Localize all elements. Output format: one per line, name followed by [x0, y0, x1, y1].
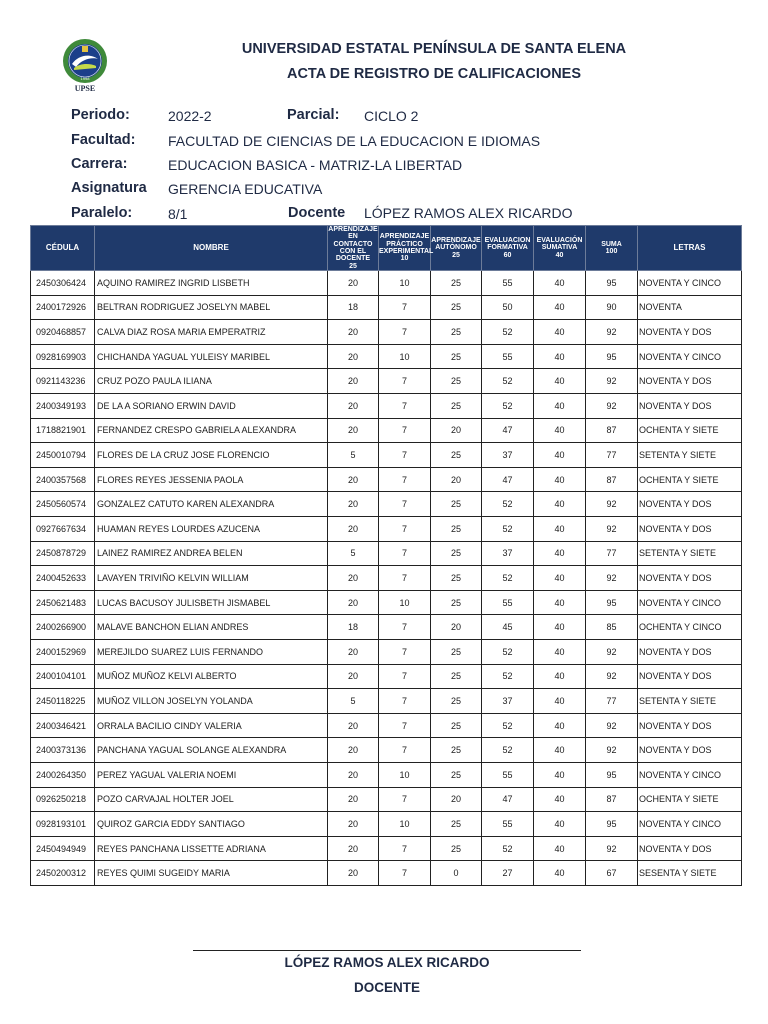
upse-logo: [56, 37, 114, 93]
nombre-cell: MALAVE BANCHON ELIAN ANDRES: [95, 615, 328, 640]
suma-cell: 85: [586, 615, 638, 640]
contacto-cell: 5: [328, 689, 379, 714]
practico-cell: 7: [379, 615, 431, 640]
parcial-value: CICLO 2: [364, 108, 419, 124]
letras-cell: SETENTA Y SIETE: [638, 689, 742, 714]
cedula-cell: 0926250218: [31, 787, 95, 812]
cedula-cell: 2400172926: [31, 295, 95, 320]
nombre-cell: MEREJILDO SUAREZ LUIS FERNANDO: [95, 639, 328, 664]
nombre-cell: GONZALEZ CATUTO KAREN ALEXANDRA: [95, 492, 328, 517]
sumativa-cell: 40: [534, 271, 586, 296]
header-practico: APRENDIZAJE PRÁCTICO EXPERIMENTAL 10: [379, 226, 431, 271]
contacto-cell: 20: [328, 836, 379, 861]
contacto-cell: 20: [328, 812, 379, 837]
header-suma: SUMA 100: [586, 226, 638, 271]
suma-cell: 95: [586, 344, 638, 369]
table-row: [31, 861, 742, 886]
table-row: [31, 295, 742, 320]
formativa-cell: 45: [482, 615, 534, 640]
contacto-cell: 5: [328, 541, 379, 566]
cedula-cell: 2400357568: [31, 467, 95, 492]
letras-cell: OCHENTA Y SIETE: [638, 467, 742, 492]
practico-cell: 7: [379, 320, 431, 345]
formativa-cell: 47: [482, 467, 534, 492]
table-row: [31, 566, 742, 591]
nombre-cell: REYES PANCHANA LISSETTE ADRIANA: [95, 836, 328, 861]
practico-cell: 7: [379, 664, 431, 689]
practico-cell: 7: [379, 566, 431, 591]
cedula-cell: 2450560574: [31, 492, 95, 517]
suma-cell: 92: [586, 639, 638, 664]
practico-cell: 7: [379, 689, 431, 714]
formativa-cell: 50: [482, 295, 534, 320]
practico-cell: 7: [379, 836, 431, 861]
contacto-cell: 20: [328, 467, 379, 492]
svg-text:1998: 1998: [80, 76, 90, 81]
autonomo-cell: 25: [431, 738, 482, 763]
cedula-cell: 2450494949: [31, 836, 95, 861]
paralelo-value: 8/1: [168, 206, 188, 222]
suma-cell: 77: [586, 541, 638, 566]
nombre-cell: DE LA A SORIANO ERWIN DAVID: [95, 394, 328, 419]
sumativa-cell: 40: [534, 566, 586, 591]
svg-text:UPSE: UPSE: [74, 84, 96, 93]
letras-cell: NOVENTA Y DOS: [638, 566, 742, 591]
practico-cell: 7: [379, 517, 431, 542]
table-row: [31, 689, 742, 714]
table-row: [31, 344, 742, 369]
autonomo-cell: 25: [431, 836, 482, 861]
nombre-cell: PEREZ YAGUAL VALERIA NOEMI: [95, 762, 328, 787]
cedula-cell: 2450200312: [31, 861, 95, 886]
formativa-cell: 52: [482, 517, 534, 542]
table-row: [31, 812, 742, 837]
autonomo-cell: 20: [431, 467, 482, 492]
table-row: [31, 664, 742, 689]
suma-cell: 92: [586, 369, 638, 394]
contacto-cell: 20: [328, 639, 379, 664]
sumativa-cell: 40: [534, 344, 586, 369]
letras-cell: NOVENTA Y DOS: [638, 664, 742, 689]
formativa-cell: 37: [482, 689, 534, 714]
suma-cell: 92: [586, 320, 638, 345]
practico-cell: 10: [379, 762, 431, 787]
letras-cell: NOVENTA Y DOS: [638, 394, 742, 419]
letras-cell: NOVENTA Y DOS: [638, 320, 742, 345]
grades-table: [30, 225, 742, 886]
table-row: [31, 271, 742, 296]
nombre-cell: PANCHANA YAGUAL SOLANGE ALEXANDRA: [95, 738, 328, 763]
autonomo-cell: 25: [431, 590, 482, 615]
autonomo-cell: 25: [431, 394, 482, 419]
contacto-cell: 20: [328, 590, 379, 615]
cedula-cell: 1718821901: [31, 418, 95, 443]
table-row: [31, 320, 742, 345]
header-letras: LETRAS: [638, 226, 742, 271]
contacto-cell: 20: [328, 517, 379, 542]
table-row: [31, 492, 742, 517]
autonomo-cell: 25: [431, 369, 482, 394]
sumativa-cell: 40: [534, 418, 586, 443]
suma-cell: 95: [586, 762, 638, 787]
suma-cell: 92: [586, 517, 638, 542]
letras-cell: NOVENTA Y CINCO: [638, 590, 742, 615]
formativa-cell: 52: [482, 320, 534, 345]
formativa-cell: 52: [482, 566, 534, 591]
contacto-cell: 20: [328, 787, 379, 812]
contacto-cell: 20: [328, 344, 379, 369]
practico-cell: 7: [379, 639, 431, 664]
letras-cell: NOVENTA Y DOS: [638, 369, 742, 394]
nombre-cell: MUÑOZ VILLON JOSELYN YOLANDA: [95, 689, 328, 714]
practico-cell: 7: [379, 467, 431, 492]
sumativa-cell: 40: [534, 295, 586, 320]
letras-cell: NOVENTA: [638, 295, 742, 320]
table-header-row: [31, 226, 742, 271]
nombre-cell: REYES QUIMI SUGEIDY MARIA: [95, 861, 328, 886]
practico-cell: 7: [379, 713, 431, 738]
autonomo-cell: 20: [431, 418, 482, 443]
formativa-cell: 52: [482, 369, 534, 394]
sumativa-cell: 40: [534, 836, 586, 861]
cedula-cell: 2400152969: [31, 639, 95, 664]
sumativa-cell: 40: [534, 394, 586, 419]
formativa-cell: 52: [482, 836, 534, 861]
contacto-cell: 20: [328, 713, 379, 738]
practico-cell: 10: [379, 344, 431, 369]
suma-cell: 77: [586, 689, 638, 714]
practico-cell: 10: [379, 590, 431, 615]
practico-cell: 7: [379, 295, 431, 320]
formativa-cell: 47: [482, 787, 534, 812]
signature-role: DOCENTE: [353, 980, 420, 995]
practico-cell: 7: [379, 492, 431, 517]
table-row: [31, 590, 742, 615]
nombre-cell: BELTRAN RODRIGUEZ JOSELYN MABEL: [95, 295, 328, 320]
suma-cell: 95: [586, 590, 638, 615]
nombre-cell: MUÑOZ MUÑOZ KELVI ALBERTO: [95, 664, 328, 689]
contacto-cell: 20: [328, 418, 379, 443]
suma-cell: 92: [586, 738, 638, 763]
sumativa-cell: 40: [534, 713, 586, 738]
contacto-cell: 20: [328, 369, 379, 394]
header-nombre: NOMBRE: [95, 226, 328, 271]
autonomo-cell: 25: [431, 443, 482, 468]
letras-cell: SETENTA Y SIETE: [638, 541, 742, 566]
autonomo-cell: 25: [431, 541, 482, 566]
suma-cell: 92: [586, 394, 638, 419]
contacto-cell: 20: [328, 271, 379, 296]
letras-cell: NOVENTA Y DOS: [638, 713, 742, 738]
header-contacto: APRENDIZAJE EN CONTACTO CON EL DOCENTE 25: [328, 226, 378, 270]
autonomo-cell: 25: [431, 713, 482, 738]
sumativa-cell: 40: [534, 541, 586, 566]
autonomo-cell: 25: [431, 664, 482, 689]
suma-cell: 92: [586, 492, 638, 517]
sumativa-cell: 40: [534, 517, 586, 542]
cedula-cell: 0920468857: [31, 320, 95, 345]
cedula-cell: 2400104101: [31, 664, 95, 689]
table-row: [31, 369, 742, 394]
nombre-cell: CHICHANDA YAGUAL YULEISY MARIBEL: [95, 344, 328, 369]
document-title: ACTA DE REGISTRO DE CALIFICACIONES: [286, 66, 582, 82]
autonomo-cell: 25: [431, 812, 482, 837]
sumativa-cell: 40: [534, 369, 586, 394]
formativa-cell: 52: [482, 664, 534, 689]
cedula-cell: 0927667634: [31, 517, 95, 542]
table-row: [31, 467, 742, 492]
suma-cell: 87: [586, 467, 638, 492]
nombre-cell: LUCAS BACUSOY JULISBETH JISMABEL: [95, 590, 328, 615]
formativa-cell: 37: [482, 443, 534, 468]
cedula-cell: 2400349193: [31, 394, 95, 419]
practico-cell: 7: [379, 369, 431, 394]
practico-cell: 10: [379, 271, 431, 296]
cedula-cell: 2400266900: [31, 615, 95, 640]
docente-value: LÓPEZ RAMOS ALEX RICARDO: [364, 205, 573, 221]
grades-table-body: [31, 271, 742, 886]
carrera-value: EDUCACION BASICA - MATRIZ-LA LIBERTAD: [168, 157, 463, 173]
suma-cell: 95: [586, 271, 638, 296]
parcial-label: Parcial:: [287, 107, 340, 123]
table-row: [31, 517, 742, 542]
formativa-cell: 55: [482, 590, 534, 615]
letras-cell: NOVENTA Y DOS: [638, 738, 742, 763]
nombre-cell: POZO CARVAJAL HOLTER JOEL: [95, 787, 328, 812]
sumativa-cell: 40: [534, 738, 586, 763]
header-formativa: EVALUACION FORMATIVA 60: [482, 226, 534, 271]
docente-label: Docente: [288, 205, 346, 221]
sumativa-cell: 40: [534, 812, 586, 837]
contacto-cell: 20: [328, 664, 379, 689]
paralelo-label: Paralelo:: [71, 205, 133, 221]
letras-cell: OCHENTA Y CINCO: [638, 615, 742, 640]
practico-cell: 7: [379, 394, 431, 419]
nombre-cell: CALVA DIAZ ROSA MARIA EMPERATRIZ: [95, 320, 328, 345]
autonomo-cell: 25: [431, 344, 482, 369]
practico-cell: 7: [379, 787, 431, 812]
table-row: [31, 443, 742, 468]
cedula-cell: 2400373136: [31, 738, 95, 763]
autonomo-cell: 25: [431, 689, 482, 714]
asignatura-label: Asignatura: [71, 180, 147, 196]
cedula-cell: 2450118225: [31, 689, 95, 714]
formativa-cell: 52: [482, 639, 534, 664]
nombre-cell: CRUZ POZO PAULA ILIANA: [95, 369, 328, 394]
formativa-cell: 55: [482, 762, 534, 787]
autonomo-cell: 20: [431, 615, 482, 640]
cedula-cell: 2400264350: [31, 762, 95, 787]
letras-cell: NOVENTA Y CINCO: [638, 812, 742, 837]
letras-cell: OCHENTA Y SIETE: [638, 787, 742, 812]
cedula-cell: 2400452633: [31, 566, 95, 591]
sumativa-cell: 40: [534, 639, 586, 664]
nombre-cell: HUAMAN REYES LOURDES AZUCENA: [95, 517, 328, 542]
letras-cell: NOVENTA Y DOS: [638, 517, 742, 542]
asignatura-value: GERENCIA EDUCATIVA: [168, 181, 323, 197]
letras-cell: NOVENTA Y DOS: [638, 639, 742, 664]
sumativa-cell: 40: [534, 443, 586, 468]
nombre-cell: FLORES REYES JESSENIA PAOLA: [95, 467, 328, 492]
suma-cell: 87: [586, 787, 638, 812]
contacto-cell: 20: [328, 738, 379, 763]
letras-cell: NOVENTA Y DOS: [638, 492, 742, 517]
table-row: [31, 762, 742, 787]
nombre-cell: AQUINO RAMIREZ INGRID LISBETH: [95, 271, 328, 296]
contacto-cell: 20: [328, 861, 379, 886]
letras-cell: NOVENTA Y DOS: [638, 836, 742, 861]
practico-cell: 7: [379, 861, 431, 886]
formativa-cell: 37: [482, 541, 534, 566]
suma-cell: 67: [586, 861, 638, 886]
sumativa-cell: 40: [534, 762, 586, 787]
formativa-cell: 47: [482, 418, 534, 443]
letras-cell: NOVENTA Y CINCO: [638, 762, 742, 787]
practico-cell: 7: [379, 738, 431, 763]
table-row: [31, 713, 742, 738]
cedula-cell: 2450010794: [31, 443, 95, 468]
autonomo-cell: 0: [431, 861, 482, 886]
suma-cell: 92: [586, 566, 638, 591]
carrera-label: Carrera:: [71, 156, 128, 172]
contacto-cell: 20: [328, 320, 379, 345]
autonomo-cell: 25: [431, 271, 482, 296]
formativa-cell: 52: [482, 492, 534, 517]
cedula-cell: 0928193101: [31, 812, 95, 837]
nombre-cell: ORRALA BACILIO CINDY VALERIA: [95, 713, 328, 738]
practico-cell: 7: [379, 541, 431, 566]
contacto-cell: 20: [328, 566, 379, 591]
nombre-cell: FLORES DE LA CRUZ JOSE FLORENCIO: [95, 443, 328, 468]
table-row: [31, 615, 742, 640]
sumativa-cell: 40: [534, 861, 586, 886]
table-row: [31, 541, 742, 566]
header-cedula: CÉDULA: [31, 226, 95, 271]
practico-cell: 7: [379, 418, 431, 443]
nombre-cell: FERNANDEZ CRESPO GABRIELA ALEXANDRA: [95, 418, 328, 443]
nombre-cell: LAVAYEN TRIVIÑO KELVIN WILLIAM: [95, 566, 328, 591]
table-row: [31, 836, 742, 861]
header-sumativa: EVALUACIÓN SUMATIVA 40: [534, 226, 586, 271]
periodo-value: 2022-2: [168, 108, 212, 124]
practico-cell: 7: [379, 443, 431, 468]
contacto-cell: 20: [328, 762, 379, 787]
contacto-cell: 20: [328, 394, 379, 419]
cedula-cell: 2450306424: [31, 271, 95, 296]
cedula-cell: 0921143236: [31, 369, 95, 394]
periodo-label: Periodo:: [71, 107, 130, 123]
letras-cell: OCHENTA Y SIETE: [638, 418, 742, 443]
cedula-cell: 2450878729: [31, 541, 95, 566]
formativa-cell: 55: [482, 812, 534, 837]
suma-cell: 92: [586, 836, 638, 861]
contacto-cell: 18: [328, 615, 379, 640]
suma-cell: 95: [586, 812, 638, 837]
autonomo-cell: 20: [431, 787, 482, 812]
facultad-label: Facultad:: [71, 132, 136, 148]
letras-cell: SETENTA Y SIETE: [638, 443, 742, 468]
autonomo-cell: 25: [431, 566, 482, 591]
cedula-cell: 2400346421: [31, 713, 95, 738]
autonomo-cell: 25: [431, 639, 482, 664]
formativa-cell: 52: [482, 738, 534, 763]
formativa-cell: 27: [482, 861, 534, 886]
contacto-cell: 18: [328, 295, 379, 320]
practico-cell: 10: [379, 812, 431, 837]
letras-cell: NOVENTA Y CINCO: [638, 271, 742, 296]
suma-cell: 92: [586, 664, 638, 689]
sumativa-cell: 40: [534, 615, 586, 640]
letras-cell: NOVENTA Y CINCO: [638, 344, 742, 369]
autonomo-cell: 25: [431, 762, 482, 787]
suma-cell: 90: [586, 295, 638, 320]
table-row: [31, 787, 742, 812]
facultad-value: FACULTAD DE CIENCIAS DE LA EDUCACION E IDIOMAS: [168, 133, 541, 149]
sumativa-cell: 40: [534, 689, 586, 714]
sumativa-cell: 40: [534, 664, 586, 689]
cedula-cell: 2450621483: [31, 590, 95, 615]
suma-cell: 77: [586, 443, 638, 468]
signature-name: LÓPEZ RAMOS ALEX RICARDO: [284, 955, 490, 970]
table-row: [31, 738, 742, 763]
university-title: UNIVERSIDAD ESTATAL PENÍNSULA DE SANTA ELENA: [241, 41, 627, 57]
nombre-cell: QUIROZ GARCIA EDDY SANTIAGO: [95, 812, 328, 837]
contacto-cell: 5: [328, 443, 379, 468]
autonomo-cell: 25: [431, 492, 482, 517]
signature-line: [193, 950, 581, 951]
autonomo-cell: 25: [431, 517, 482, 542]
letras-cell: SESENTA Y SIETE: [638, 861, 742, 886]
formativa-cell: 55: [482, 344, 534, 369]
suma-cell: 87: [586, 418, 638, 443]
contacto-cell: 20: [328, 492, 379, 517]
sumativa-cell: 40: [534, 467, 586, 492]
table-row: [31, 418, 742, 443]
nombre-cell: LAINEZ RAMIREZ ANDREA BELEN: [95, 541, 328, 566]
formativa-cell: 55: [482, 271, 534, 296]
header-autonomo: APRENDIZAJE AUTÓNOMO 25: [431, 226, 482, 271]
suma-cell: 92: [586, 713, 638, 738]
table-row: [31, 639, 742, 664]
cedula-cell: 0928169903: [31, 344, 95, 369]
sumativa-cell: 40: [534, 787, 586, 812]
sumativa-cell: 40: [534, 320, 586, 345]
formativa-cell: 52: [482, 713, 534, 738]
sumativa-cell: 40: [534, 492, 586, 517]
formativa-cell: 52: [482, 394, 534, 419]
autonomo-cell: 25: [431, 320, 482, 345]
table-row: [31, 394, 742, 419]
autonomo-cell: 25: [431, 295, 482, 320]
sumativa-cell: 40: [534, 590, 586, 615]
